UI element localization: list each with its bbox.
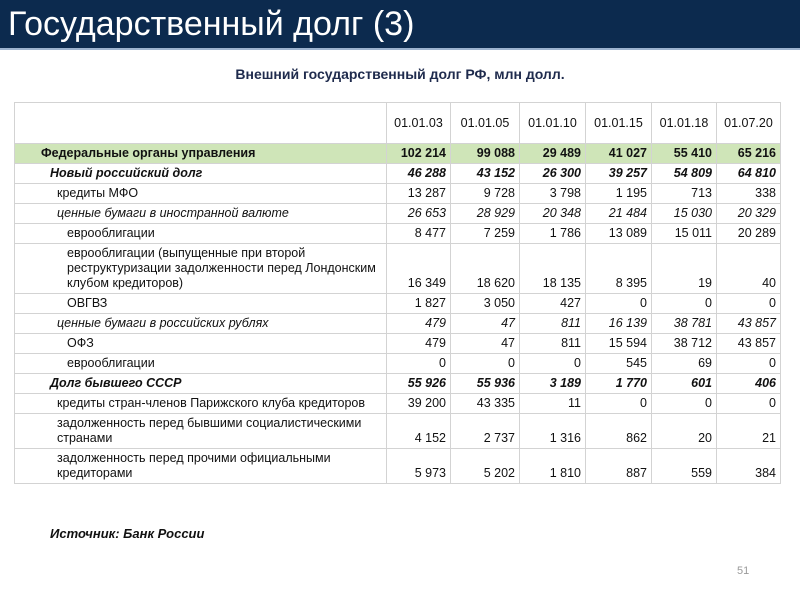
value-cell: 15 011 — [652, 224, 717, 244]
value-cell: 47 — [451, 334, 520, 354]
value-cell: 18 620 — [451, 244, 520, 294]
table-row — [15, 294, 781, 314]
table-row — [15, 204, 781, 224]
value-cell: 4 152 — [387, 414, 451, 449]
value-cell: 406 — [717, 374, 781, 394]
value-cell: 38 712 — [652, 334, 717, 354]
value-cell: 16 349 — [387, 244, 451, 294]
table-caption: Внешний государственный долг РФ, млн долл. — [235, 66, 565, 82]
row-label: Новый российский долг — [15, 164, 387, 184]
value-cell: 43 152 — [451, 164, 520, 184]
value-cell: 15 594 — [586, 334, 652, 354]
value-cell: 3 189 — [520, 374, 586, 394]
column-header: 01.01.10 — [520, 103, 586, 144]
value-cell: 1 810 — [520, 449, 586, 484]
value-cell: 41 027 — [586, 144, 652, 164]
value-cell: 38 781 — [652, 314, 717, 334]
value-cell: 69 — [652, 354, 717, 374]
value-cell: 427 — [520, 294, 586, 314]
row-label: кредиты стран-членов Парижского клуба кредиторов — [15, 394, 387, 414]
value-cell: 65 216 — [717, 144, 781, 164]
header-blank-cell — [15, 103, 387, 144]
value-cell: 5 202 — [451, 449, 520, 484]
value-cell: 559 — [652, 449, 717, 484]
value-cell: 862 — [586, 414, 652, 449]
value-cell: 21 — [717, 414, 781, 449]
table-row — [15, 314, 781, 334]
value-cell: 8 477 — [387, 224, 451, 244]
table-row — [15, 394, 781, 414]
row-label: еврооблигации — [15, 354, 387, 374]
value-cell: 99 088 — [451, 144, 520, 164]
value-cell: 0 — [717, 294, 781, 314]
value-cell: 8 395 — [586, 244, 652, 294]
value-cell: 0 — [717, 394, 781, 414]
column-header: 01.01.03 — [387, 103, 451, 144]
value-cell: 0 — [520, 354, 586, 374]
value-cell: 55 936 — [451, 374, 520, 394]
value-cell: 43 857 — [717, 314, 781, 334]
slide-header — [0, 0, 800, 50]
value-cell: 0 — [586, 394, 652, 414]
value-cell: 11 — [520, 394, 586, 414]
value-cell: 1 786 — [520, 224, 586, 244]
value-cell: 0 — [387, 354, 451, 374]
value-cell: 102 214 — [387, 144, 451, 164]
value-cell: 601 — [652, 374, 717, 394]
row-label: задолженность перед бывшими социалистическими странами — [15, 414, 387, 449]
value-cell: 1 316 — [520, 414, 586, 449]
table-row — [15, 184, 781, 204]
value-cell: 479 — [387, 314, 451, 334]
value-cell: 811 — [520, 334, 586, 354]
table-row — [15, 354, 781, 374]
column-header: 01.01.18 — [652, 103, 717, 144]
table-row — [15, 244, 781, 294]
table-row — [15, 374, 781, 394]
row-label: кредиты МФО — [15, 184, 387, 204]
table-header-row — [15, 103, 781, 144]
table-row — [15, 414, 781, 449]
value-cell: 0 — [586, 294, 652, 314]
value-cell: 39 200 — [387, 394, 451, 414]
source-note: Источник: Банк России — [50, 526, 205, 541]
value-cell: 29 489 — [520, 144, 586, 164]
value-cell: 39 257 — [586, 164, 652, 184]
table-row — [15, 164, 781, 184]
table-row — [15, 449, 781, 484]
value-cell: 55 926 — [387, 374, 451, 394]
value-cell: 43 335 — [451, 394, 520, 414]
value-cell: 887 — [586, 449, 652, 484]
column-header: 01.01.05 — [451, 103, 520, 144]
value-cell: 713 — [652, 184, 717, 204]
value-cell: 545 — [586, 354, 652, 374]
table-row — [15, 224, 781, 244]
row-label: Долг бывшего СССР — [15, 374, 387, 394]
row-label: ценные бумаги в иностранной валюте — [15, 204, 387, 224]
value-cell: 15 030 — [652, 204, 717, 224]
table-row — [15, 334, 781, 354]
column-header: 01.01.15 — [586, 103, 652, 144]
value-cell: 0 — [652, 294, 717, 314]
row-label: задолженность перед прочими официальными кредиторами — [15, 449, 387, 484]
value-cell: 26 300 — [520, 164, 586, 184]
value-cell: 1 195 — [586, 184, 652, 204]
page-number: 51 — [737, 565, 750, 577]
value-cell: 9 728 — [451, 184, 520, 204]
row-label: еврооблигации (выпущенные при второй реструктуризации задолженности перед Лондонским клубом кредиторов) — [15, 244, 387, 294]
value-cell: 479 — [387, 334, 451, 354]
value-cell: 0 — [717, 354, 781, 374]
value-cell: 16 139 — [586, 314, 652, 334]
value-cell: 20 348 — [520, 204, 586, 224]
value-cell: 1 827 — [387, 294, 451, 314]
row-label: Федеральные органы управления — [15, 144, 387, 164]
value-cell: 54 809 — [652, 164, 717, 184]
value-cell: 19 — [652, 244, 717, 294]
value-cell: 1 770 — [586, 374, 652, 394]
value-cell: 5 973 — [387, 449, 451, 484]
value-cell: 0 — [652, 394, 717, 414]
value-cell: 7 259 — [451, 224, 520, 244]
value-cell: 46 288 — [387, 164, 451, 184]
value-cell: 43 857 — [717, 334, 781, 354]
value-cell: 384 — [717, 449, 781, 484]
value-cell: 55 410 — [652, 144, 717, 164]
table-row — [15, 144, 781, 164]
value-cell: 64 810 — [717, 164, 781, 184]
value-cell: 20 — [652, 414, 717, 449]
value-cell: 0 — [451, 354, 520, 374]
row-label: еврооблигации — [15, 224, 387, 244]
value-cell: 28 929 — [451, 204, 520, 224]
value-cell: 3 798 — [520, 184, 586, 204]
value-cell: 40 — [717, 244, 781, 294]
row-label: ОФЗ — [15, 334, 387, 354]
value-cell: 338 — [717, 184, 781, 204]
debt-table — [14, 102, 781, 484]
value-cell: 21 484 — [586, 204, 652, 224]
value-cell: 13 287 — [387, 184, 451, 204]
value-cell: 20 289 — [717, 224, 781, 244]
slide-title: Государственный долг (3) — [8, 5, 415, 43]
row-label: ценные бумаги в российских рублях — [15, 314, 387, 334]
row-label: ОВГВЗ — [15, 294, 387, 314]
value-cell: 3 050 — [451, 294, 520, 314]
value-cell: 18 135 — [520, 244, 586, 294]
value-cell: 20 329 — [717, 204, 781, 224]
value-cell: 13 089 — [586, 224, 652, 244]
value-cell: 26 653 — [387, 204, 451, 224]
value-cell: 2 737 — [451, 414, 520, 449]
column-header: 01.07.20 — [717, 103, 781, 144]
value-cell: 811 — [520, 314, 586, 334]
value-cell: 47 — [451, 314, 520, 334]
